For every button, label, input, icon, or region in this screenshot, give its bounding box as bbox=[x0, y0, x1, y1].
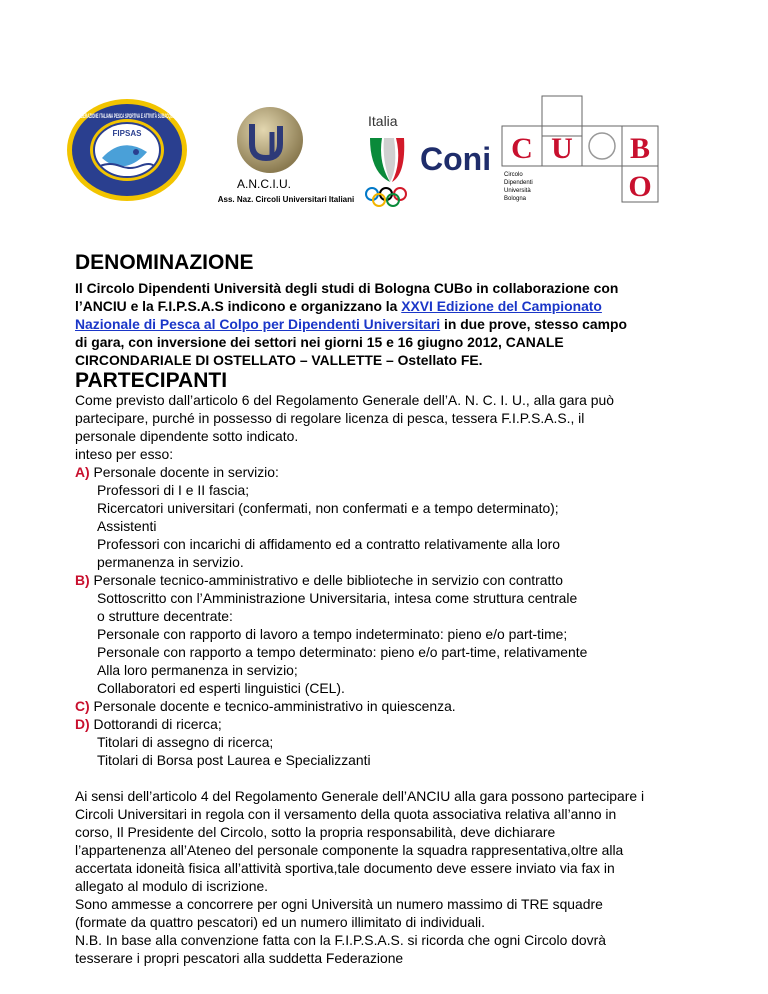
denominazione-paragraph bbox=[75, 279, 715, 369]
university-seal-icon bbox=[589, 133, 615, 159]
category-a-item: Ricercatori universitari (confermati, non confermati e a tempo determinato); bbox=[97, 500, 559, 516]
category-d: D) Dottorandi di ricerca; bbox=[75, 716, 222, 732]
closing-line: allegato al modulo di iscrizione. bbox=[75, 878, 269, 894]
denominazione-line-4: di gara, con inversione dei settori nei giorni 15 e 16 giugno 2012, CANALE bbox=[75, 334, 564, 350]
fipsas-label: FIPSAS bbox=[112, 129, 142, 138]
category-c-label: C) bbox=[75, 698, 90, 714]
cubo-caption-3: Università bbox=[504, 188, 531, 194]
category-b-item: Collaboratori ed esperti linguistici (CEL). bbox=[97, 680, 345, 696]
coni-italia: Italia bbox=[368, 113, 398, 129]
cubo-letter-b: B bbox=[629, 132, 651, 165]
coni-logo bbox=[360, 110, 500, 206]
closing-line: corso, Il Presidente del Circolo, sotto la propria responsabilità, deve dichiarare bbox=[75, 824, 556, 840]
category-b-label: B) bbox=[75, 572, 90, 588]
closing-line: (formate da quattro pescatori) ed un numero illimitato di individuali. bbox=[75, 914, 485, 930]
denominazione-line-3: Nazionale di Pesca al Colpo per Dipendenti Universitari in due prove, stesso campo bbox=[75, 316, 627, 332]
olympic-rings-icon bbox=[366, 188, 406, 206]
category-a-label: A) bbox=[75, 464, 90, 480]
campionato-link[interactable]: XXVI Edizione del Campionato bbox=[401, 298, 602, 314]
denominazione-line-2: l’ANCIU e la F.I.P.S.A.S indicono e organizzano la XXVI Edizione del Campionato bbox=[75, 298, 602, 314]
closing-line: N.B. In base alla convenzione fatta con la F.I.P.S.A.S. si ricorda che ogni Circolo dovrà bbox=[75, 932, 606, 948]
category-d-label: D) bbox=[75, 716, 90, 732]
category-b-item: Personale con rapporto di lavoro a tempo indeterminato: pieno e/o part-time; bbox=[97, 626, 568, 642]
category-c: C) Personale docente e tecnico-amministrativo in quiescenza. bbox=[75, 698, 456, 714]
closing-paragraph bbox=[75, 787, 715, 967]
cubo-letter-o: O bbox=[628, 170, 652, 203]
anciu-logo bbox=[202, 104, 372, 206]
category-b-item: Sottoscritto con l’Amministrazione Universitaria, intesa come struttura centrale bbox=[97, 590, 578, 606]
category-a-item: permanenza in servizio. bbox=[97, 554, 244, 570]
category-b-item: Alla loro permanenza in servizio; bbox=[97, 662, 298, 678]
category-d-item: Titolari di Borsa post Laurea e Specializzanti bbox=[97, 752, 371, 768]
cubo-letter-u: U bbox=[551, 132, 573, 165]
cubo-caption-1: Circolo bbox=[504, 172, 523, 178]
fipsas-ring-text: FEDERAZIONE ITALIANA PESCA SPORTIVA E ATTIVITÀ SUBACQUEE bbox=[77, 113, 294, 120]
denominazione-line-1: Il Circolo Dipendenti Università degli studi di Bologna CUBo in collaborazione con bbox=[75, 280, 619, 296]
category-b-item: o strutture decentrate: bbox=[97, 608, 233, 624]
category-d-item: Titolari di assegno di ricerca; bbox=[97, 734, 274, 750]
category-b: B) Personale tecnico-amministrativo e delle biblioteche in servizio con contratto bbox=[75, 572, 563, 588]
anciu-subtitle: Ass. Naz. Circoli Universitari Italiani bbox=[217, 195, 355, 204]
category-a: A) Personale docente in servizio: bbox=[75, 464, 279, 480]
intro-line: inteso per esso: bbox=[75, 446, 174, 462]
cubo-caption-4: Bologna bbox=[504, 196, 527, 202]
category-a-item: Assistenti bbox=[97, 518, 157, 534]
anciu-title: A.N.C.I.U. bbox=[236, 177, 292, 191]
cubo-letter-c: C bbox=[511, 132, 533, 165]
closing-line: accertata idoneità fisica all’attività sportiva,tale documento deve essere inviato via fax in bbox=[75, 860, 615, 876]
partecipanti-body bbox=[75, 391, 715, 769]
cubo-logo bbox=[500, 96, 660, 206]
closing-line: Circoli Universitari in regola con il versamento della quota associativa relativa all’anno in bbox=[75, 806, 617, 822]
intro-line: partecipare, purché in possesso di regolare licenza di pesca, tessera F.I.P.S.A.S., il bbox=[75, 410, 585, 426]
coni-name: Coni bbox=[420, 141, 492, 177]
logo-strip bbox=[60, 96, 660, 206]
category-a-item: Professori di I e II fascia; bbox=[97, 482, 250, 498]
denominazione-line-5: CIRCONDARIALE DI OSTELLATO – VALLETTE – Ostellato FE. bbox=[75, 352, 483, 368]
intro-line: personale dipendente sotto indicato. bbox=[75, 428, 299, 444]
closing-line: l’appartenenza all’Ateneo del personale componente la squadra rappresentativa,oltre alla bbox=[75, 842, 624, 858]
category-a-item: Professori con incarichi di affidamento ed a contratto relativamente alla loro bbox=[97, 536, 561, 552]
closing-line: tesserare i propri pescatori alla suddetta Federazione bbox=[75, 950, 404, 966]
intro-line: Come previsto dall’articolo 6 del Regolamento Generale dell’A. N. C. I. U., alla gara può bbox=[75, 392, 614, 408]
cubo-caption-2: Dipendenti bbox=[504, 180, 533, 186]
partecipanti-heading: PARTECIPANTI bbox=[75, 369, 228, 392]
category-b-item: Personale con rapporto a tempo determinato: pieno e/o part-time, relativamente bbox=[97, 644, 588, 660]
closing-line: Sono ammesse a concorrere per ogni Università un numero massimo di TRE squadre bbox=[75, 896, 603, 912]
campionato-link-cont[interactable]: Nazionale di Pesca al Colpo per Dipendenti Universitari bbox=[75, 316, 441, 332]
closing-line: Ai sensi dell’articolo 4 del Regolamento Generale dell’ANCIU alla gara possono partecipare i bbox=[75, 788, 645, 804]
denominazione-heading: DENOMINAZIONE bbox=[75, 251, 254, 274]
